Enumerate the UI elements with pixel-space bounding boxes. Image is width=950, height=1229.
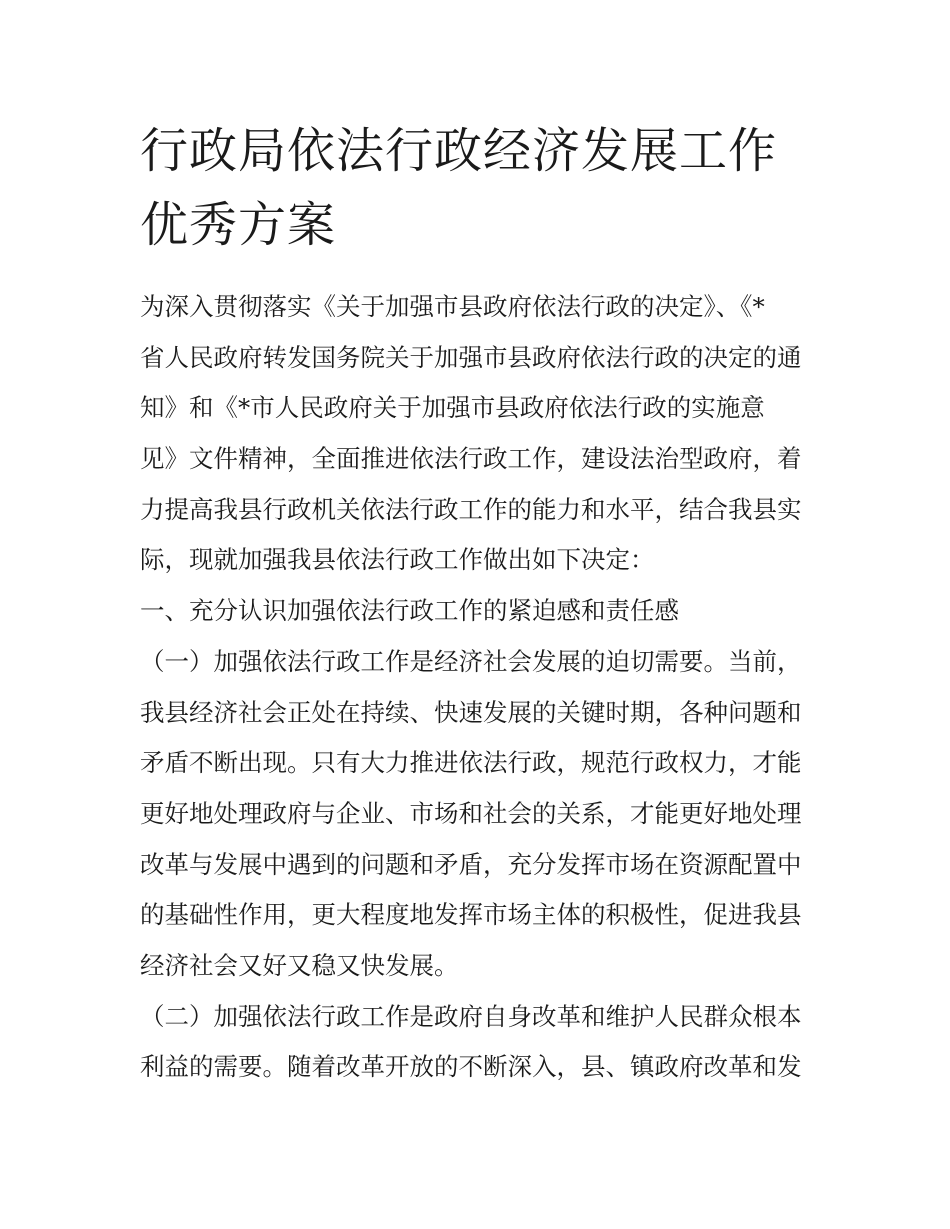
document-body: [140, 282, 830, 1093]
section-heading: 一、充分认识加强依法行政工作的紧迫感和责任感: [140, 596, 679, 626]
document-title: [140, 114, 830, 262]
body-line: （一）加强依法行政工作是经济社会发展的迫切需要。当前，: [140, 646, 802, 676]
body-line: 经济社会又好又稳又快发展。: [140, 950, 459, 980]
body-line: 我县经济社会正处在持续、快速发展的关键时期，各种问题和: [140, 697, 802, 727]
body-line: 知》和《*市人民政府关于加强市县政府依法行政的实施意: [140, 393, 765, 423]
title-line: 行政局依法行政经济发展工作: [140, 123, 778, 179]
body-line: 矛盾不断出现。只有大力推进依法行政，规范行政权力，才能: [140, 748, 802, 778]
body-line: 更好地处理政府与企业、市场和社会的关系，才能更好地处理: [140, 798, 802, 828]
body-line: 省人民政府转发国务院关于加强市县政府依法行政的决定的通: [140, 342, 802, 372]
body-line: 利益的需要。随着改革开放的不断深入，县、镇政府改革和发: [140, 1052, 802, 1082]
title-line: 优秀方案: [140, 197, 337, 253]
body-line: 改革与发展中遇到的问题和矛盾，充分发挥市场在资源配置中: [140, 849, 802, 879]
body-line: 力提高我县行政机关依法行政工作的能力和水平，结合我县实: [140, 494, 802, 524]
body-line: 际，现就加强我县依法行政工作做出如下决定：: [140, 545, 655, 575]
body-line: 为深入贯彻落实《关于加强市县政府依法行政的决定》、《*: [140, 292, 765, 321]
body-line: 的基础性作用，更大程度地发挥市场主体的积极性，促进我县: [140, 900, 802, 930]
body-line: （二）加强依法行政工作是政府自身改革和维护人民群众根本: [140, 1001, 802, 1031]
body-line: 见》文件精神，全面推进依法行政工作，建设法治型政府，着: [140, 444, 802, 474]
